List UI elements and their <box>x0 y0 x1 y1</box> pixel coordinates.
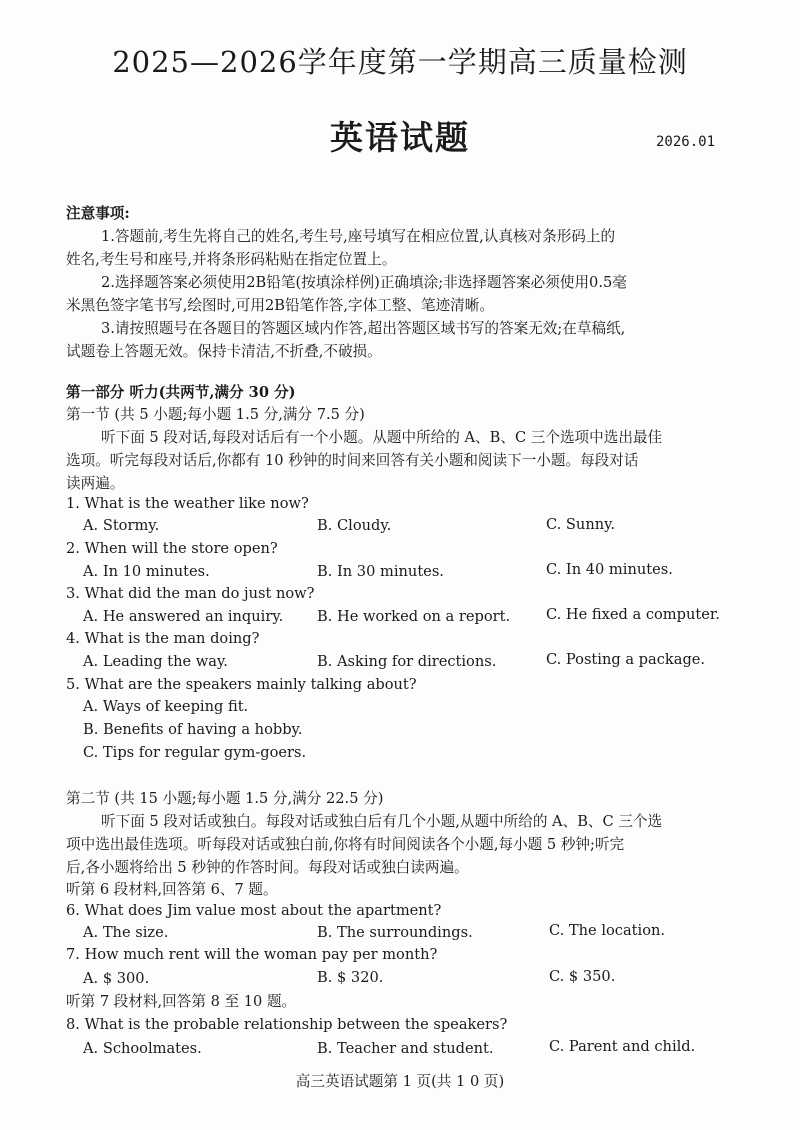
question-stem: 7. How much rent will the woman pay per month? <box>66 946 438 963</box>
option-c: C. Sunny. <box>546 516 616 533</box>
page-footer: 高三英语试题第 1 页(共 1 0 页) <box>295 1073 505 1090</box>
option-c: C. The location. <box>549 922 666 939</box>
question-stem: 3. What did the man do just now? <box>66 585 315 602</box>
option-a: A. The size. <box>83 924 169 941</box>
option-b: B. $ 320. <box>317 969 384 986</box>
section1-title: 第一节 (共 5 小题;每小题 1.5 分,满分 7.5 分) <box>66 406 365 423</box>
section1-instructions: 读两遍。 <box>66 475 125 492</box>
section2-instructions: 项中选出最佳选项。听每段对话或独白前,你将有时间阅读各个小题,每小题 5 秒钟;听完 <box>66 836 625 853</box>
option-c: C. Posting a package. <box>546 651 706 668</box>
section1-instructions: 听下面 5 段对话,每段对话后有一个小题。从题中所给的 A、B、C 三个选项中选出最佳 <box>101 429 663 446</box>
section2-title: 第二节 (共 15 小题;每小题 1.5 分,满分 22.5 分) <box>66 790 384 807</box>
question-stem: 2. When will the store open? <box>66 540 278 557</box>
question-stem: 1. What is the weather like now? <box>66 495 309 512</box>
option-a: A. Stormy. <box>83 517 160 534</box>
part1-title: 第一部分 听力(共两节,满分 30 分) <box>66 384 296 401</box>
option-a: A. He answered an inquiry. <box>83 608 284 625</box>
question-stem: 5. What are the speakers mainly talking about? <box>66 676 417 693</box>
notice-line: 3.请按照题号在各题目的答题区域内作答,超出答题区域书写的答案无效;在草稿纸, <box>101 320 626 337</box>
exam-title: 2025—2026学年度第一学期高三质量检测 <box>112 45 688 79</box>
option-a: A. Ways of keeping fit. <box>83 698 249 715</box>
subject-title: 英语试题 <box>330 118 470 157</box>
question-stem: 8. What is the probable relationship between the speakers? <box>66 1016 508 1033</box>
material-note: 听第 7 段材料,回答第 8 至 10 题。 <box>66 993 297 1010</box>
option-a: A. $ 300. <box>83 970 150 987</box>
option-b: B. Asking for directions. <box>317 653 497 670</box>
section2-instructions: 后,各小题将给出 5 秒钟的作答时间。每段对话或独白读两遍。 <box>66 859 469 876</box>
option-a: A. Schoolmates. <box>83 1040 202 1057</box>
option-b: B. Cloudy. <box>317 517 392 534</box>
notice-title: 注意事项: <box>66 205 130 222</box>
question-stem: 6. What does Jim value most about the apartment? <box>66 902 442 919</box>
section1-instructions: 选项。听完每段对话后,你都有 10 秒钟的时间来回答有关小题和阅读下一小题。每段对话 <box>66 452 639 469</box>
option-b: B. In 30 minutes. <box>317 563 444 580</box>
notice-line: 米黑色签字笔书写,绘图时,可用2B铅笔作答,字体工整、笔迹清晰。 <box>66 297 494 314</box>
section2-instructions: 听下面 5 段对话或独白。每段对话或独白后有几个小题,从题中所给的 A、B、C 三个选 <box>101 813 663 830</box>
option-b: B. He worked on a report. <box>317 608 511 625</box>
option-c: C. He fixed a computer. <box>546 606 720 623</box>
notice-line: 姓名,考生号和座号,并将条形码粘贴在指定位置上。 <box>66 251 397 268</box>
option-b: B. The surroundings. <box>317 924 473 941</box>
material-note: 听第 6 段材料,回答第 6、7 题。 <box>66 881 278 898</box>
option-c: C. Tips for regular gym-goers. <box>83 744 307 761</box>
exam-date: 2026.01 <box>656 134 716 150</box>
notice-line: 2.选择题答案必须使用2B铅笔(按填涂样例)正确填涂;非选择题答案必须使用0.5毫 <box>101 274 627 291</box>
question-stem: 4. What is the man doing? <box>66 630 260 647</box>
option-c: C. In 40 minutes. <box>546 561 673 578</box>
option-b: B. Teacher and student. <box>317 1040 494 1057</box>
option-c: C. Parent and child. <box>549 1038 696 1055</box>
option-c: C. $ 350. <box>549 968 616 985</box>
option-a: A. Leading the way. <box>83 653 228 670</box>
notice-line: 试题卷上答题无效。保持卡清洁,不折叠,不破损。 <box>66 343 382 360</box>
option-a: A. In 10 minutes. <box>83 563 210 580</box>
notice-line: 1.答题前,考生先将自己的姓名,考生号,座号填写在相应位置,认真核对条形码上的 <box>101 228 616 245</box>
option-b: B. Benefits of having a hobby. <box>83 721 303 738</box>
